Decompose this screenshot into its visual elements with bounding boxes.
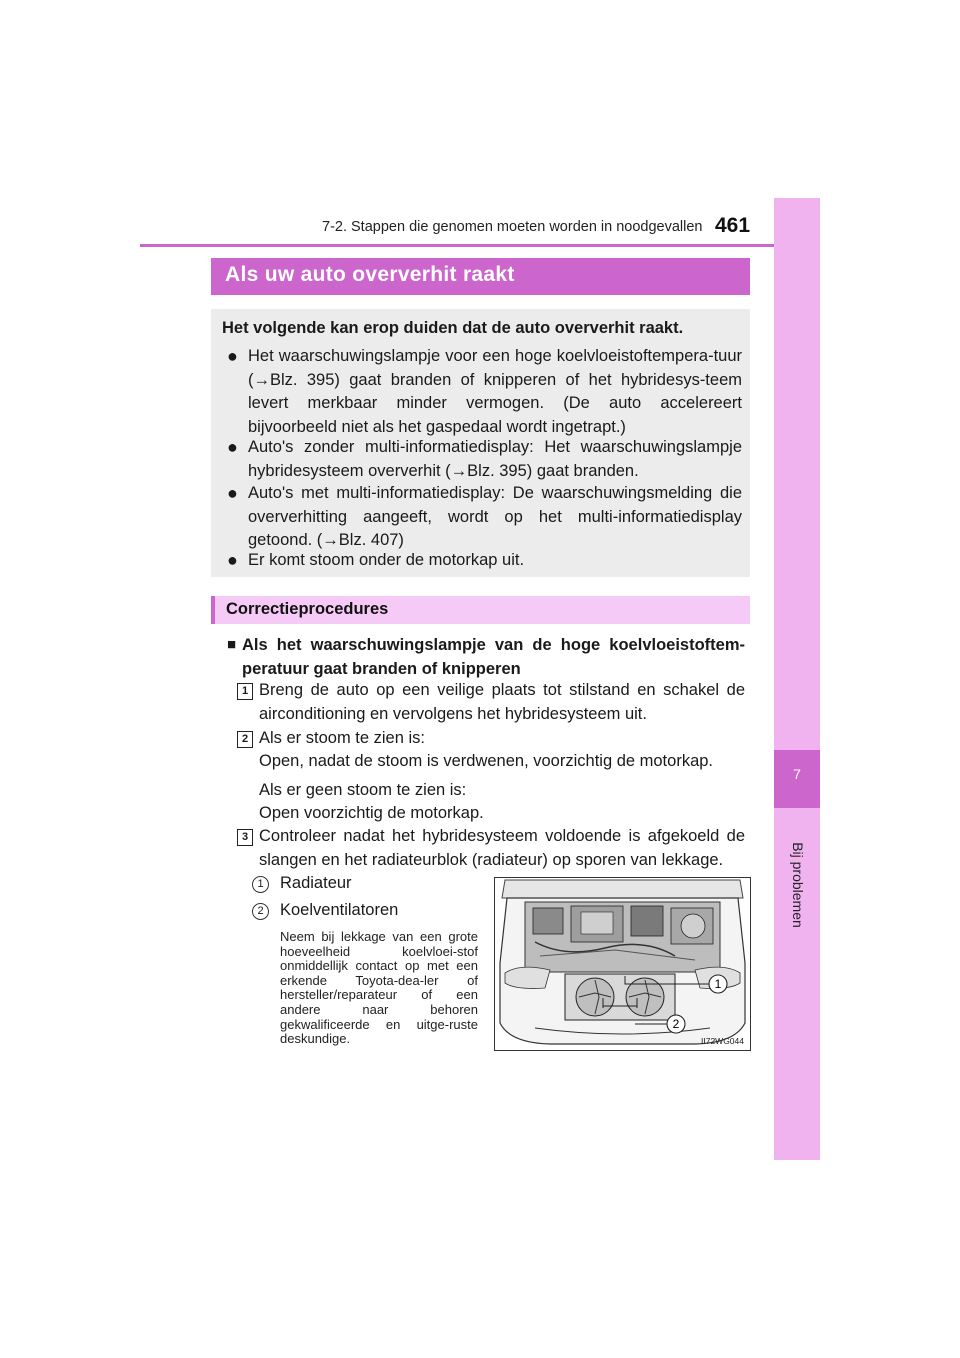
legend-label-2: Koelventilatoren [280,901,399,919]
page-number: 461 [715,214,751,237]
symptom-item [227,436,742,483]
header-rule [140,244,820,247]
leak-note: Neem bij lekkage van een grote hoeveelheid koelvloei-stof onmiddellijk contact op met een erkende Toyota-dea-ler of hersteller/reparateur of een andere naar behoren gekwalificeerde en uitge-ruste deskundige. [280,929,478,1047]
step-number-1: 1 [237,683,253,700]
symptom-text: Auto's zonder multi-informatiedisplay: Het waarschuwingslampje hybridesysteem oververhit (→Blz. 395) gaat branden. [248,438,742,480]
callout-1: 1 [252,876,269,893]
chapter-side-tab [774,198,820,1160]
figure-callout-1: 1 [714,977,722,991]
bullet-icon: ● [227,483,238,503]
symptoms-intro: Het volgende kan erop duiden dat de auto oververhit raakt. [222,319,684,337]
bullet-icon: ● [227,550,238,570]
chapter-number: 7 [793,766,801,782]
condition-heading [227,633,745,681]
legend-label-1: Radiateur [280,874,352,892]
section-title: Als uw auto oververhit raakt [225,263,515,286]
bullet-icon: ● [227,437,238,457]
condition-text: Als het waarschuwingslampje van de hoge koelvloeistoftem-peratuur gaat branden of knipperen [242,636,745,678]
symptom-item [227,345,742,440]
subsection-title: Correctieprocedures [226,600,389,618]
figure-callout-2: 2 [672,1017,680,1031]
bullet-icon: ● [227,346,238,366]
step-number-3: 3 [237,829,253,846]
symptom-text: Auto's met multi-informatiedisplay: De waarschuwingsmelding die oververhitting aangeeft, wordt op het multi-informatiedisplay getoond. (→Blz. 407) [248,484,742,550]
engine-bay-drawing [495,878,750,1050]
square-bullet-icon: ■ [227,636,237,653]
step-2-line-3: Als er geen stoom te zien is: [259,781,467,799]
step-1-text: Breng de auto op een veilige plaats tot stilstand en schakel de airconditioning en vervolgens het hybridesysteem uit. [259,681,745,723]
step-2-line-2: Open, nadat de stoom is verdwenen, voorzichtig de motorkap. [259,752,713,770]
section-title-band [211,258,750,295]
subsection-band [211,596,750,624]
step-2-line-4: Open voorzichtig de motorkap. [259,804,484,822]
running-header: 7-2. Stappen die genomen moeten worden in noodgevallen [322,219,703,235]
symptom-item [227,482,742,553]
step-number-2: 2 [237,731,253,748]
symptom-item [227,549,742,573]
step-2-line-1: Als er stoom te zien is: [259,729,425,747]
engine-bay-illustration [494,877,751,1051]
step-3-text: Controleer nadat het hybridesysteem voldoende is afgekoeld de slangen en het radiateurblok (radiateur) op sporen van lekkage. [259,827,745,869]
subsection-accent [211,596,215,624]
figure-code: II72WG044 [701,1036,744,1046]
symptom-text: Het waarschuwingslampje voor een hoge koelvloeistoftempera-tuur (→Blz. 395) gaat branden of knipperen of het hybridesys-teem levert merkbaar minder vermogen. (De auto accelereert bijvoorbeeld niet als het gaspedaal wordt ingetrapt.) [248,347,742,437]
chapter-label: Bij problemen [790,842,806,928]
callout-2: 2 [252,903,269,920]
symptom-text: Er komt stoom onder de motorkap uit. [248,551,525,569]
